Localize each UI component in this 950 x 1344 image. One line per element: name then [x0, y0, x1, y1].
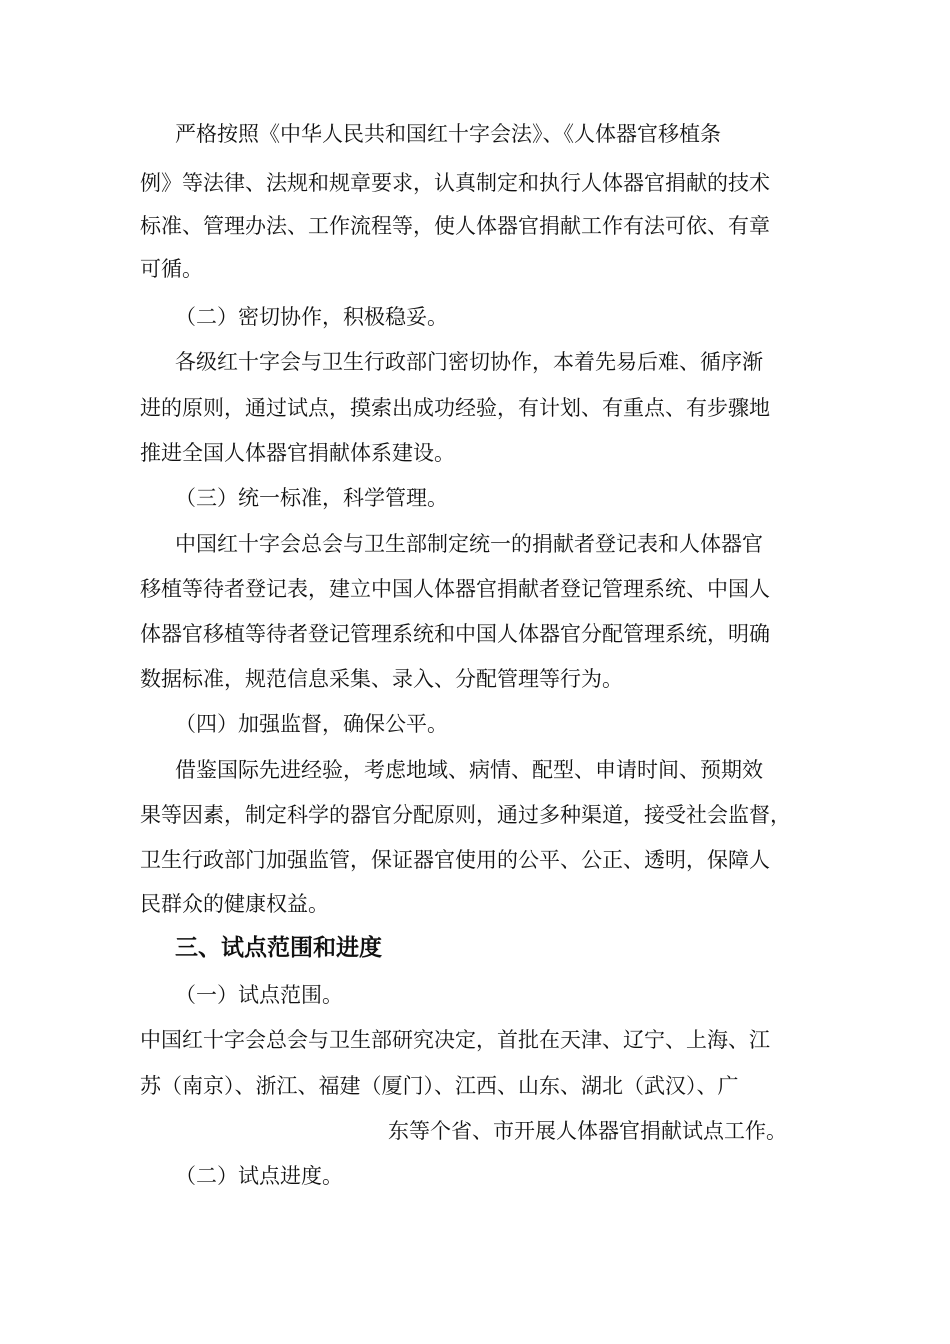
paragraph-3-line-1: 中国红十字会总会与卫生部制定统一的捐献者登记表和人体器官 — [175, 532, 763, 556]
paragraph-5-line-3: 东等个省、市开展人体器官捐献试点工作。 — [388, 1119, 787, 1143]
paragraph-4-line-1: 借鉴国际先进经验，考虑地域、病情、配型、申请时间、预期效 — [175, 758, 763, 782]
paragraph-2-line-3: 推进全国人体器官捐献体系建设。 — [140, 441, 455, 465]
paragraph-1-line-2: 例》等法律、法规和规章要求，认真制定和执行人体器官捐献的技术 — [140, 171, 770, 195]
paragraph-2-line-2: 进的原则，通过试点，摸索出成功经验，有计划、有重点、有步骤地 — [140, 396, 770, 420]
paragraph-1-line-4: 可循。 — [140, 257, 203, 281]
subheading-4: （四）加强监督，确保公平。 — [175, 712, 448, 736]
paragraph-3-line-4: 数据标准，规范信息采集、录入、分配管理等行为。 — [140, 667, 623, 691]
section-3-title: 三、试点范围和进度 — [175, 935, 382, 961]
section-3-sub-2: （二）试点进度。 — [175, 1164, 343, 1188]
paragraph-5-line-1: 中国红十字会总会与卫生部研究决定，首批在天津、辽宁、上海、江 — [140, 1028, 770, 1052]
paragraph-5-line-2: 苏（南京）、浙江、福建（厦门）、江西、山东、湖北（武汉）、广 — [140, 1074, 739, 1098]
section-3-sub-1: （一）试点范围。 — [175, 983, 343, 1007]
paragraph-4-line-2: 果等因素，制定科学的器官分配原则，通过多种渠道，接受社会监督， — [140, 803, 791, 827]
paragraph-4-line-4: 民群众的健康权益。 — [140, 892, 329, 916]
subheading-3: （三）统一标准，科学管理。 — [175, 486, 448, 510]
paragraph-1-line-3: 标准、管理办法、工作流程等，使人体器官捐献工作有法可依、有章 — [140, 214, 770, 238]
paragraph-2-line-1: 各级红十字会与卫生行政部门密切协作，本着先易后难、循序渐 — [175, 350, 763, 374]
paragraph-3-line-2: 移植等待者登记表，建立中国人体器官捐献者登记管理系统、中国人 — [140, 577, 770, 601]
paragraph-1-line-1: 严格按照《中华人民共和国红十字会法》、《人体器官移植条 — [175, 122, 721, 146]
paragraph-4-line-3: 卫生行政部门加强监管，保证器官使用的公平、公正、透明，保障人 — [140, 848, 770, 872]
paragraph-3-line-3: 体器官移植等待者登记管理系统和中国人体器官分配管理系统，明确 — [140, 622, 770, 646]
subheading-2: （二）密切协作，积极稳妥。 — [175, 305, 448, 329]
